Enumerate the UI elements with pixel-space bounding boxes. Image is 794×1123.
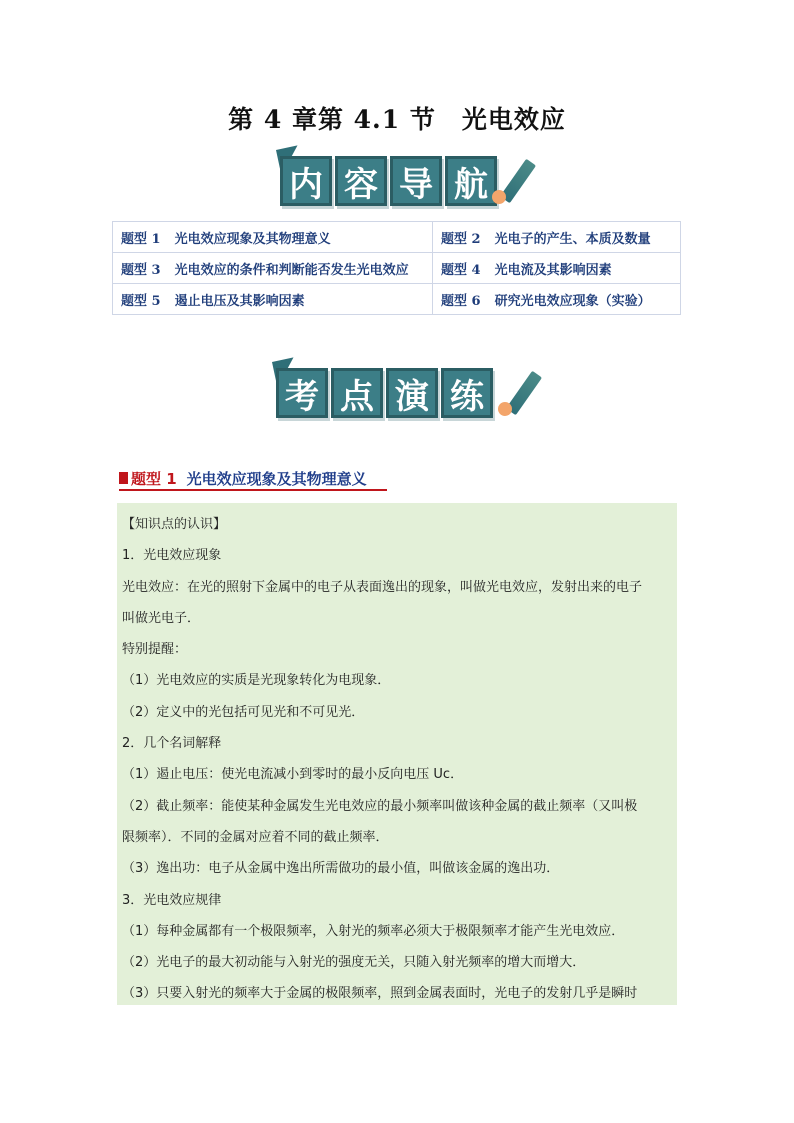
topic-navigation-table xyxy=(112,221,681,315)
table-row xyxy=(113,284,681,315)
section-label: 题型 1 xyxy=(131,469,177,488)
knowledge-line: （3）逸出功：电子从金属中逸出所需做功的最小值，叫做该金属的逸出功． xyxy=(122,861,560,877)
knowledge-line: （1）每种金属都有一个极限频率，入射光的频率必须大于极限频率才能产生光电效应． xyxy=(122,923,625,939)
topic-link[interactable]: 题型 6 研究光电效应现象（实验） xyxy=(433,284,681,315)
knowledge-line: 3．光电效应规律 xyxy=(122,892,222,908)
page-title: 第 4 章第 4.1 节 光电效应 xyxy=(228,105,566,134)
knowledge-box xyxy=(117,503,677,1005)
topic-link[interactable]: 题型 5 遏止电压及其影响因素 xyxy=(113,284,433,315)
hand-icon xyxy=(498,402,512,416)
topic-link[interactable]: 题型 4 光电流及其影响因素 xyxy=(433,253,681,284)
table-row xyxy=(113,253,681,284)
knowledge-line: （3）只要入射光的频率大于金属的极限频率，照到金属表面时，光电子的发射几乎是瞬时 xyxy=(122,986,638,1002)
content-navigation-banner xyxy=(276,150,524,210)
banner-tile: 考 xyxy=(276,368,328,418)
knowledge-line: 叫做光电子． xyxy=(122,610,201,626)
banner-tile: 点 xyxy=(331,368,383,418)
banner-tile: 导 xyxy=(390,156,442,206)
topic-link[interactable]: 题型 3 光电效应的条件和判断能否发生光电效应 xyxy=(113,253,433,284)
hand-icon xyxy=(492,190,506,204)
banner-tile: 练 xyxy=(441,368,493,418)
knowledge-line: （1）遏止电压：使光电流减小到零时的最小反向电压 Uc． xyxy=(122,767,464,783)
banner-tile: 演 xyxy=(386,368,438,418)
knowledge-line: （1）光电效应的实质是光现象转化为电现象． xyxy=(122,673,391,689)
knowledge-line: （2）截止频率：能使某种金属发生光电效应的最小频率叫做该种金属的截止频率（又叫极 xyxy=(122,798,638,814)
knowledge-line: 【知识点的认识】 xyxy=(122,517,227,532)
section-marker-icon xyxy=(119,472,128,484)
banner-tile: 容 xyxy=(335,156,387,206)
knowledge-line: 光电效应：在光的照射下金属中的电子从表面逸出的现象，叫做光电效应，发射出来的电子 xyxy=(122,579,643,595)
knowledge-line: （2）光电子的最大初动能与入射光的强度无关，只随入射光频率的增大而增大． xyxy=(122,955,586,971)
table-row xyxy=(113,222,681,253)
section-underline xyxy=(119,489,387,491)
section-title: 光电效应现象及其物理意义 xyxy=(186,469,367,488)
knowledge-line: 限频率）．不同的金属对应着不同的截止频率． xyxy=(122,829,389,845)
banner-tile: 航 xyxy=(445,156,497,206)
knowledge-line: 2．几个名词解释 xyxy=(122,736,222,752)
banner-tile: 内 xyxy=(280,156,332,206)
knowledge-line: 特别提醒： xyxy=(122,642,188,658)
topic-link[interactable]: 题型 1 光电效应现象及其物理意义 xyxy=(113,222,433,253)
exam-practice-banner xyxy=(272,362,530,422)
knowledge-line: （2）定义中的光包括可见光和不可见光． xyxy=(122,704,365,720)
topic-link[interactable]: 题型 2 光电子的产生、本质及数量 xyxy=(433,222,681,253)
section-header xyxy=(119,467,367,489)
knowledge-line: 1．光电效应现象 xyxy=(122,548,222,564)
